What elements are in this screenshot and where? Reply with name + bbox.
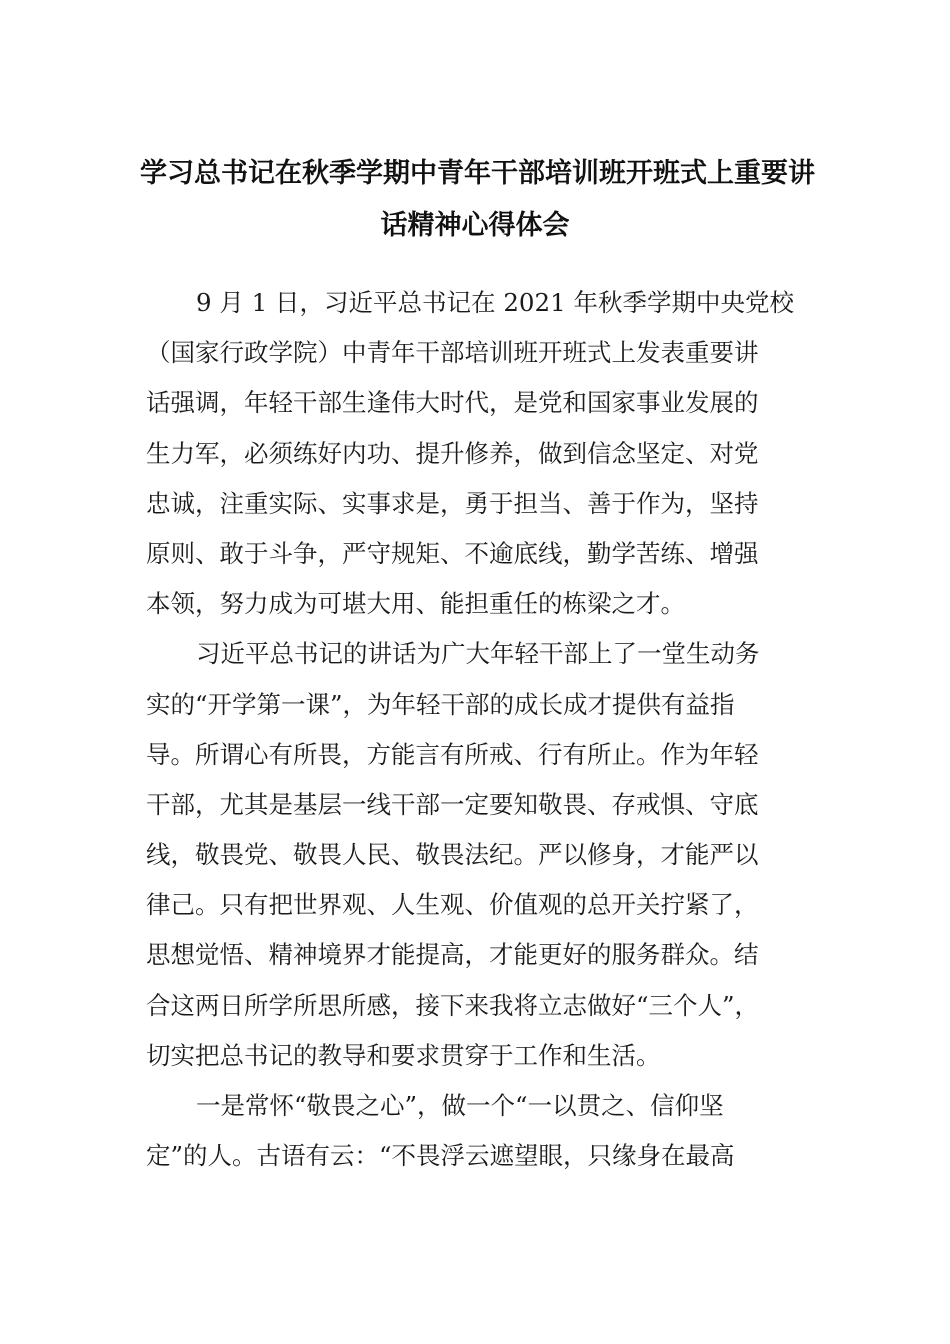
text-line: 思想觉悟、精神境界才能提高，才能更好的服务群众。结 xyxy=(146,940,759,970)
text-line: 定”的人。古语有云：“不畏浮云遮望眼，只缘身在最高 xyxy=(146,1141,735,1171)
text-line: 话强调，年轻干部生逢伟大时代，是党和国家事业发展的 xyxy=(146,388,759,418)
text-line: 导。所谓心有所畏，方能言有所戒、行有所止。作为年轻 xyxy=(146,739,759,769)
text-line: 忠诚，注重实际、实事求是，勇于担当、善于作为，坚持 xyxy=(146,488,759,518)
text-line: 实的“开学第一课”，为年轻干部的成长成才提供有益指 xyxy=(146,689,735,719)
text-line: 切实把总书记的教导和要求贯穿于工作和生活。 xyxy=(146,1040,661,1070)
document-title xyxy=(140,148,815,252)
text-line: 合这两日所学所思所感，接下来我将立志做好“三个人”， xyxy=(146,990,760,1020)
text-line: 习近平总书记的讲话为广大年轻干部上了一堂生动务 xyxy=(196,639,760,669)
text-line: 干部，尤其是基层一线干部一定要知敬畏、存戒惧、守底 xyxy=(146,789,759,819)
text-line: 一是常怀“敬畏之心”，做一个“一以贯之、信仰坚 xyxy=(196,1091,724,1120)
paragraph-2 xyxy=(146,629,806,1081)
title-line: 学习总书记在秋季学期中青年干部培训班开班式上重要讲 xyxy=(140,158,815,189)
text-line: 9 月 1 日，习近平总书记在 2021 年秋季学期中央党校 xyxy=(196,288,794,317)
title-line: 话精神心得体会 xyxy=(380,210,570,241)
text-line: （国家行政学院）中青年干部培训班开班式上发表重要讲 xyxy=(146,338,759,368)
paragraph-3 xyxy=(146,1081,806,1181)
text-line: 本领，努力成为可堪大用、能担重任的栋梁之才。 xyxy=(146,589,685,619)
document-body xyxy=(146,278,806,1181)
text-line: 律己。只有把世界观、人生观、价值观的总开关拧紧了， xyxy=(146,890,759,920)
text-line: 原则、敢于斗争，严守规矩、不逾底线，勤学苦练、增强 xyxy=(146,538,759,568)
text-line: 线，敬畏党、敬畏人民、敬畏法纪。严以修身，才能严以 xyxy=(146,840,759,870)
text-line: 生力军，必须练好内功、提升修养，做到信念坚定、对党 xyxy=(146,438,759,468)
paragraph-1 xyxy=(146,278,806,629)
